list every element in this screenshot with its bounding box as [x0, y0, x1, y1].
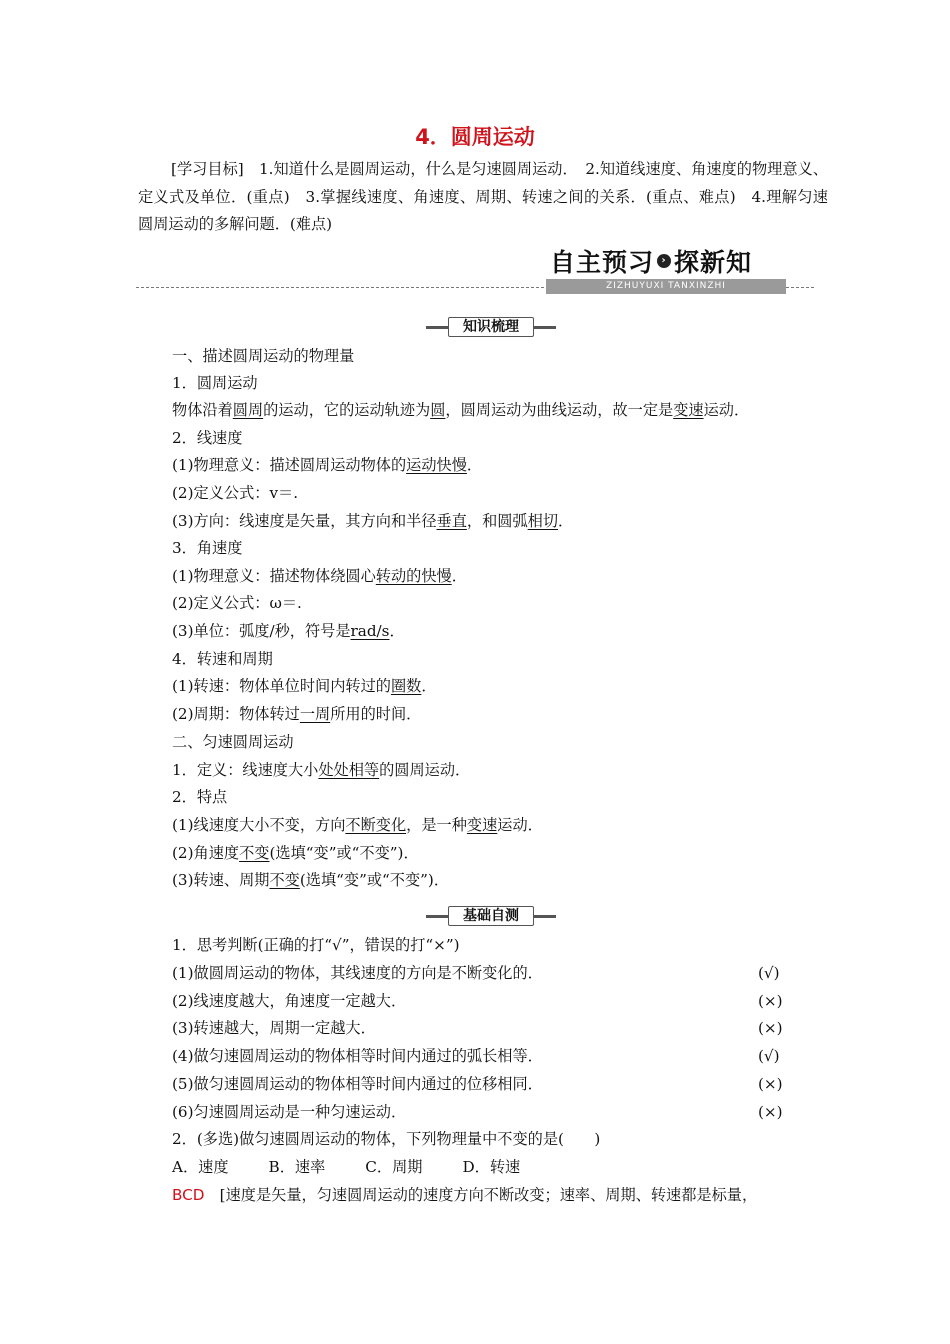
text-line: (1)物理意义：描述物体绕圆心转动的快慢． [172, 567, 467, 585]
answer-key: BCD [172, 1186, 205, 1204]
banner-left: 自主预习 [550, 248, 655, 277]
judge-mark: (×) [758, 1103, 783, 1121]
banner-right: 探新知 [674, 248, 753, 277]
judge-mark: (√) [758, 1047, 780, 1065]
banner-subtitle: ZIZHUYUXI TANXINZHI [546, 279, 786, 294]
text-line: (1)转速：物体单位时间内转过的圈数． [172, 677, 437, 695]
text-line: 物体沿着圆周的运动，它的运动轨迹为圆，圆周运动为曲线运动，故一定是变速运动． [172, 401, 750, 419]
judge-item: (6)匀速圆周运动是一种匀速运动． [172, 1103, 407, 1121]
section-heading: 二、匀速圆周运动 [172, 733, 294, 751]
text-line: (3)转速、周期不变(选填“变”或“不变”)． [172, 871, 450, 889]
text-line: (2)定义公式：v＝. [172, 484, 299, 502]
question-2-options [172, 1157, 520, 1177]
sub-heading: 2．线速度 [172, 429, 243, 447]
judge-item: (5)做匀速圆周运动的物体相等时间内通过的位移相同． [172, 1075, 543, 1093]
sub-heading: 3．角速度 [172, 539, 243, 557]
section-heading: 一、描述圆周运动的物理量 [172, 347, 355, 365]
tag-label: 知识梳理 [448, 317, 534, 337]
tag-label: 基础自测 [448, 906, 534, 926]
sub-heading: 4．转速和周期 [172, 650, 273, 668]
learning-goals: [学习目标] 1.知道什么是圆周运动，什么是匀速圆周运动． 2.知道线速度、角速度的物理意义、定义式及单位．(重点) 3.掌握线速度、角速度、周期、转速之间的关系．(重点、难点) 4.理解匀速圆周运动的多解问题．(难点) [138, 160, 828, 233]
text-line: (2)角速度不变(选填“变”或“不变”)． [172, 844, 419, 862]
judge-mark: (×) [758, 1019, 783, 1037]
option-b: B．速率 [268, 1158, 326, 1176]
text-line: (3)单位：弧度/秒，符号是rad/s． [172, 622, 405, 640]
chevron-right-icon: › [657, 254, 671, 268]
tag-knowledge [426, 317, 556, 337]
text-line: (1)线速度大小不变，方向不断变化，是一种变速运动． [172, 816, 543, 834]
judge-mark: (×) [758, 1075, 783, 1093]
banner-title [550, 243, 752, 279]
judge-mark: (√) [758, 964, 780, 982]
judge-mark: (×) [758, 992, 783, 1010]
text-line: (3)方向：线速度是矢量，其方向和半径垂直，和圆弧相切． [172, 512, 574, 530]
judge-item: (2)线速度越大，角速度一定越大． [172, 992, 407, 1010]
sub-heading: 1．圆周运动 [172, 374, 258, 392]
answer-line [172, 1185, 757, 1205]
option-d: D．转速 [462, 1158, 521, 1176]
question-2: 2．(多选)做匀速圆周运动的物体，下列物理量中不变的是( ) [172, 1130, 601, 1148]
question-1: 1．思考判断(正确的打“√”，错误的打“×”) [172, 936, 460, 954]
section-banner [136, 243, 814, 295]
judge-item: (4)做匀速圆周运动的物体相等时间内通过的弧长相等． [172, 1047, 543, 1065]
judge-item: (1)做圆周运动的物体，其线速度的方向是不断变化的． [172, 964, 543, 982]
tag-selftest [426, 906, 556, 926]
text-line: (2)周期：物体转过一周所用的时间． [172, 705, 422, 723]
option-c: C．周期 [365, 1158, 423, 1176]
text-line: (1)物理意义：描述圆周运动物体的运动快慢． [172, 456, 483, 474]
judge-item: (3)转速越大，周期一定越大． [172, 1019, 376, 1037]
option-a: A．速度 [172, 1158, 229, 1176]
answer-explanation: [速度是矢量，匀速圆周运动的速度方向不断改变；速率、周期、转速都是标量， [219, 1186, 758, 1204]
sub-heading: 2．特点 [172, 788, 228, 806]
page-title: 4．圆周运动 [415, 125, 535, 149]
text-line: 1．定义：线速度大小处处相等的圆周运动． [172, 761, 471, 779]
text-line: (2)定义公式：ω＝. [172, 594, 302, 612]
